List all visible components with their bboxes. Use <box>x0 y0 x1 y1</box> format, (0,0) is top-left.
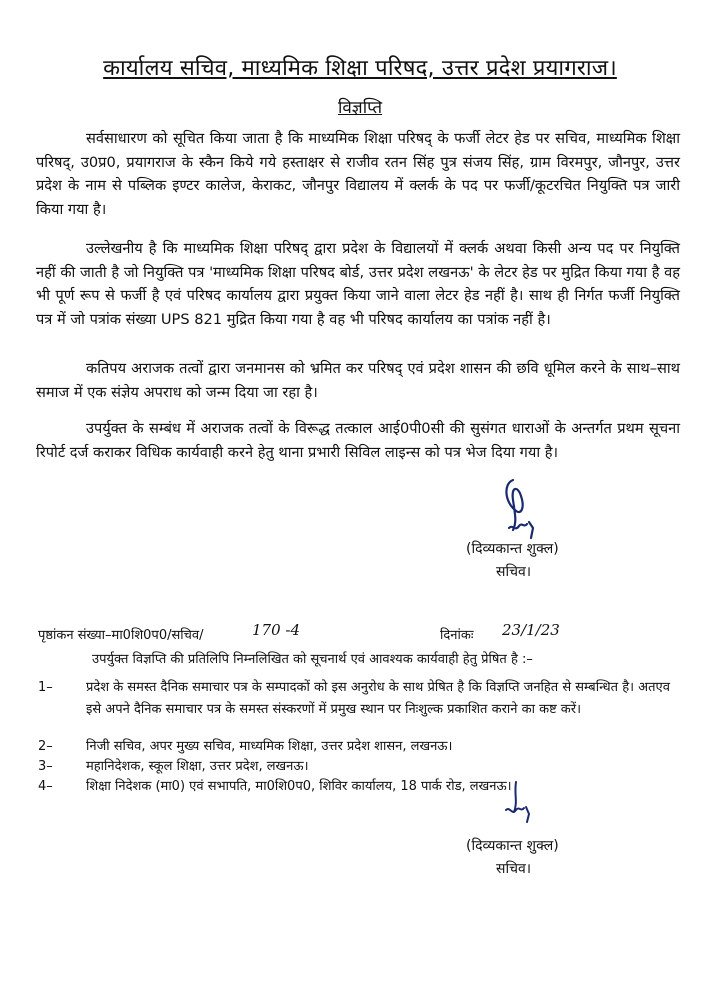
signatory-designation-1: सचिव। <box>496 564 532 580</box>
paragraph-2: उल्लेखनीय है कि माध्यमिक शिक्षा परिषद् द्वारा प्रदेश के विद्यालयों में क्लर्क अथवा किसी अन्य पद पर नियुक्ति नहीं की जाती है जो नियुक्ति पत्र 'माध्यमिक शिक्षा परिषद बोर्ड, उत्तर प्रदेश लखनऊ' के लेटर हेड पर मुद्रित किया गया है वह भी पूर्ण रूप से फर्जी है एवं परिषद कार्यालय द्वारा प्रयुक्त किया जाने वाला लेटर हेड नहीं है। साथ ही निर्गत फर्जी नियुक्ति पत्र में जो पत्रांक संख्या UPS 821 मुद्रित किया गया है वह भी परिषद कार्यालय का पत्रांक नहीं है। <box>36 240 680 328</box>
signatory-name-2: (दिव्यकान्त शुक्ल) <box>466 838 559 854</box>
copy-item-text: शिक्षा निदेशक (मा0) एवं सभापति, मा0शि0प0, शिविर कार्यालय, 18 पार्क रोड, लखनऊ। <box>86 779 512 794</box>
copy-item-text: प्रदेश के समस्त दैनिक समाचार पत्र के सम्पादकों को इस अनुरोध के साथ प्रेषित है कि विज्ञप्ति जनहित से सम्बन्धित है। अतएव इसे अपने दैनिक समाचार पत्र के समस्त संस्करणों में प्रमुख स्थान पर निःशुल्क प्रकाशित कराने का कष्ट करें। <box>86 680 670 717</box>
date-label: दिनांकः <box>440 628 474 643</box>
endorsement-number-label: पृष्ठांकन संख्या–मा0शि0प0/सचिव/ <box>38 628 204 643</box>
paragraph-4: उपर्युक्त के सम्बंध में अराजक तत्वों के विरूद्ध तत्काल आई0पी0सी की सुसंगत धाराओं के अन्तर्गत प्रथम सूचना रिपोर्ट दर्ज कराकर विधिक कार्यवाही करने हेतु थाना प्रभारी सिविल लाइन्स को पत्र भेज दिया गया है। <box>36 420 680 461</box>
signatory-name-1: (दिव्यकान्त शुक्ल) <box>466 541 559 557</box>
copy-forward-intro: उपर्युक्त विज्ञप्ति की प्रतिलिपि निम्नलिखित को सूचनार्थ एवं आवश्यक कार्यवाही हेतु प्रेषित है :– <box>92 652 533 667</box>
paragraph-1: सर्वसाधारण को सूचित किया जाता है कि माध्यमिक शिक्षा परिषद् के फर्जी लेटर हेड पर सचिव, माध्यमिक शिक्षा परिषद्, उ0प्र0, प्रयागराज के स्कैन किये गये हस्ताक्षर से राजीव रतन सिंह पुत्र संजय सिंह, ग्राम विरमपुर, जौनपुर, उत्तर प्रदेश के नाम से पब्लिक इण्टर कालेज, केराकट, जौनपुर विद्यालय में क्लर्क के पद पर फर्जी/कूटरचित नियुक्ति पत्र जारी किया गया है। <box>36 130 680 218</box>
signature-2 <box>496 780 536 824</box>
copy-item-number: 3– <box>38 759 53 774</box>
date-handwritten: 23/1/23 <box>502 621 560 639</box>
notice-title: विज्ञप्ति <box>337 98 383 118</box>
copy-item-number: 2– <box>38 739 53 754</box>
signature-1 <box>495 478 555 540</box>
copy-item-text: निजी सचिव, अपर मुख्य सचिव, माध्यमिक शिक्षा, उत्तर प्रदेश शासन, लखनऊ। <box>86 739 453 754</box>
signatory-designation-2: सचिव। <box>496 861 532 877</box>
office-heading: कार्यालय सचिव, माध्यमिक शिक्षा परिषद, उत्तर प्रदेश प्रयागराज। <box>103 56 617 81</box>
paragraph-3: कतिपय अराजक तत्वों द्वारा जनमानस को भ्रमित कर परिषद् एवं प्रदेश शासन की छवि धूमिल करने के साथ–साथ समाज में एक संज्ञेय अपराध को जन्म दिया जा रहा है। <box>36 360 680 401</box>
copy-item-number: 1– <box>38 680 53 695</box>
endorsement-number-handwritten: 170 -4 <box>252 621 301 639</box>
copy-item-number: 4– <box>38 779 53 794</box>
copy-item-text: महानिदेशक, स्कूल शिक्षा, उत्तर प्रदेश, लखनऊ। <box>86 759 309 774</box>
